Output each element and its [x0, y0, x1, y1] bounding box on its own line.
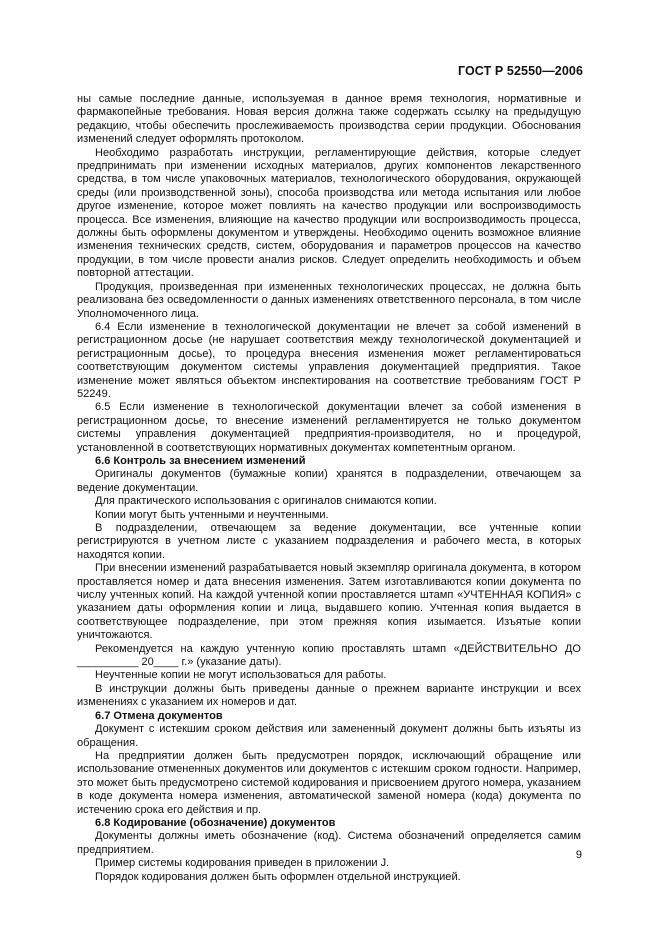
paragraph: Рекомендуется на каждую учтенную копию проставлять штамп «ДЕЙСТВИТЕЛЬНО ДО __________ 20____ г.» (указание даты).: [77, 642, 581, 669]
standard-designation: ГОСТ Р 52550—2006: [457, 64, 583, 78]
paragraph: Документ с истекшим сроком действия или замененный документ должны быть изъяты из обращения.: [77, 723, 581, 749]
section-heading-6-6: 6.6 Контроль за внесением изменений: [95, 454, 306, 467]
paragraph: Копии могут быть учтенными и неучтенными.: [95, 508, 329, 521]
paragraph: В инструкции должны быть приведены данные о прежнем варианте инструкции и всех изменениях с указанием их номеров и дат.: [77, 682, 581, 709]
paragraph: На предприятии должен быть предусмотрен порядок, исключающий обращение или использование отмененных документов или документов с истекшим сроком годности. Например, это может быть предусмотрено системой кодирования и присвоением другого номера, указанием в коде документа номера изменения, автоматической заменой номера (кода) документа по истечению срока его действия и пр.: [77, 749, 581, 816]
paragraph: Документы должны иметь обозначение (код). Система обозначений определяется самим предприятием.: [77, 830, 581, 856]
paragraph: В подразделении, отвечающем за ведение документации, все учтенные копии регистрируются в учетном листе с указанием подразделения и рабочего места, в которых находятся копии.: [77, 522, 581, 561]
paragraph: Оригиналы документов (бумажные копии) хранятся в подразделении, отвечающем за ведение документации.: [77, 468, 581, 494]
paragraph: Продукция, произведенная при измененных технологических процессах, не должна быть реализована без осведомленности о данных изменениях ответственного персонала, в том числе Уполномоченного лица.: [77, 280, 581, 320]
paragraph: Порядок кодирования должен быть оформлен отдельной инструкцией.: [95, 870, 461, 883]
paragraph: Пример системы кодирования приведен в приложении J.: [95, 857, 390, 870]
section-heading-6-8: 6.8 Кодирование (обозначение) документов: [95, 816, 336, 829]
section-heading-6-7: 6.7 Отмена документов: [95, 709, 223, 722]
paragraph: ны самые последние данные, используемая в данное время технология, нормативные и фармакопейные требования. Новая версия должна также содержать ссылку на предыдущую редакцию, чтобы обеспечить прослеживаемость производства серии продукции. Обоснования изменений следует оформлять протоколом.: [77, 93, 581, 146]
paragraph: Для практического использования с оригиналов снимаются копии.: [95, 495, 437, 508]
clause-6-5: 6.5 Если изменение в технологической документации влечет за собой изменения в регистрационном досье, то внесение изменений регламентируется не только документом системы управления документацией предприятия-производителя, но и процедурой, установленной в соответствующих нормативных документах компетентным органом.: [77, 401, 581, 454]
paragraph: Необходимо разработать инструкции, регламентирующие действия, которые следует предпринимать при изменении исходных материалов, других компонентов лекарственного средства, в том числе упаковочных материалов, технологического оборудования, окружающей среды (или производственной зоны), способа производства или метода испытания или любое другое изменение, которое может повлиять на качество продукции или воспроизводимость процесса. Все изменения, влияющие на качество продукции или воспроизводимость процесса, должны быть оформлены документом и утверждены. Необходимо оценить возможное влияние изменения технических средств, систем, оборудования и параметров процессов на качество продукции, в том числе провести анализ рисков. Следует определить необходимость и объем повторной аттестации.: [77, 146, 581, 280]
paragraph: При внесении изменений разрабатывается новый экземпляр оригинала документа, в котором проставляется номер и дата внесения изменения. Затем изготавливаются копии документа по числу учтенных копий. На каждой учтенной копии проставляется штамп «УЧТЕННАЯ КОПИЯ» с указанием даты оформления копии и лица, выдавшего копию. Учтенная копия выдается в соответствующее подразделение, при этом прежняя копия изымается. Изъятые копии уничтожаются.: [77, 562, 581, 642]
paragraph: Неучтенные копии не могут использоваться для работы.: [95, 669, 387, 682]
page-number: 9: [575, 849, 582, 861]
clause-6-4: 6.4 Если изменение в технологической документации не влечет за собой изменений в регистрационном досье (не нарушает соответствия между технологической документацией и регистрационным досье), то процедура внесения изменения может регламентироваться соответствующим документом системы управления документацией предприятия. Такое изменение может являться объектом инспектирования на соответствие требованиям ГОСТ Р 52249.: [77, 320, 581, 400]
body-text: [77, 93, 581, 884]
